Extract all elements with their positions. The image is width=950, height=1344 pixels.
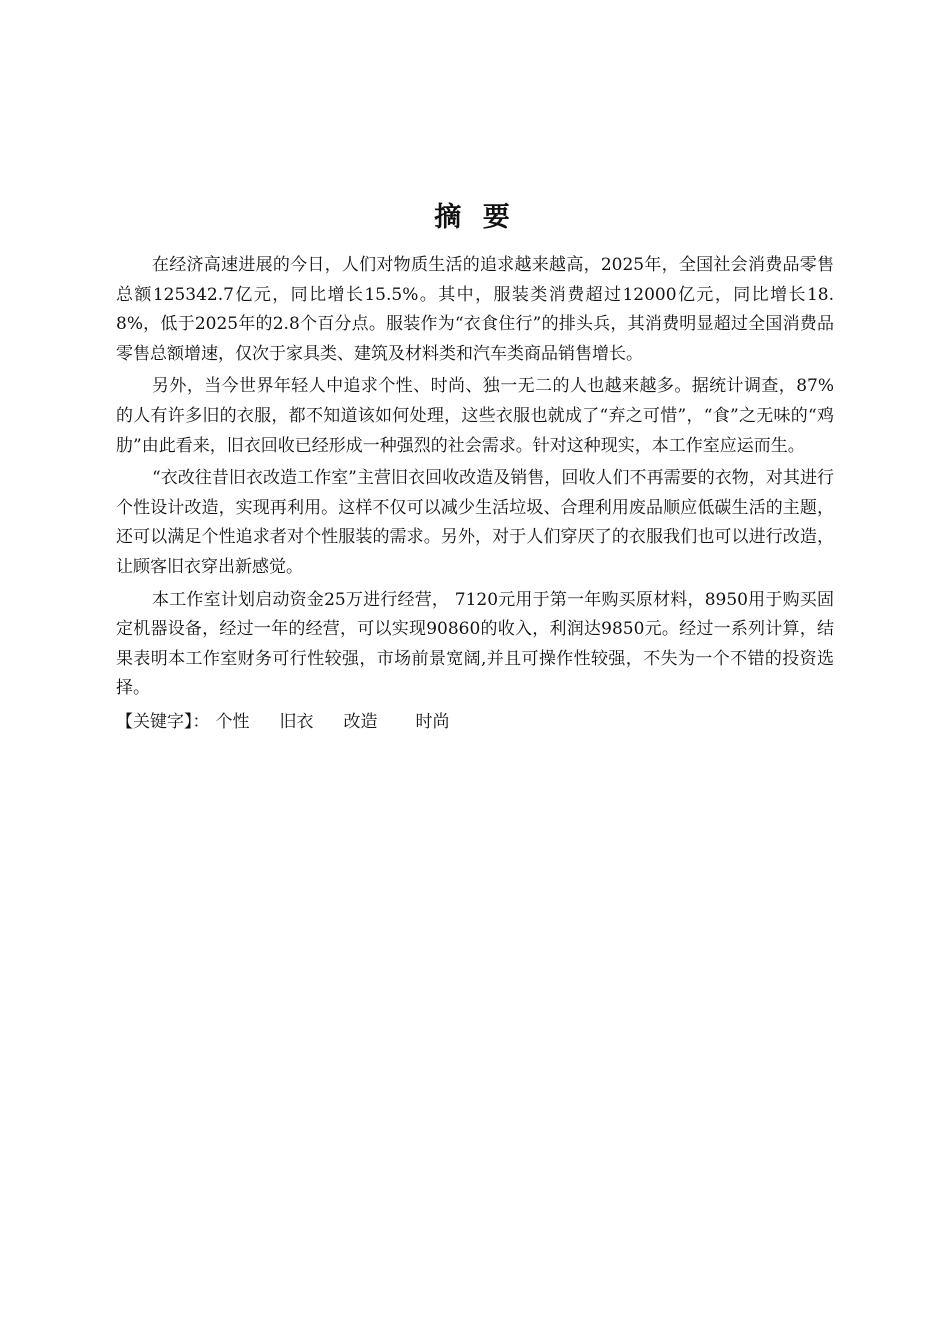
paragraph-1: 在经济高速进展的今日，人们对物质生活的追求越来越高，2025年，全国社会消费品零售总额125342.7亿元，同比增长15.5%。其中，服装类消费超过12000亿元，同比增长18.8%，低于2025年的2.8个百分点。服装作为“衣食住行”的排头兵，其消费明显超过全国消费品零售总额增速，仅次于家具类、建筑及材料类和汽车类商品销售增长。: [116, 255, 834, 364]
abstract-body: [116, 251, 834, 737]
keyword-4: 时尚: [415, 711, 450, 732]
paragraph-3: “衣改往昔旧衣改造工作室”主营旧衣回收改造及销售，回收人们不再需要的衣物，对其进行个性设计改造，实现再利用。这样不仅可以减少生活垃圾、合理利用废品顺应低碳生活的主题，还可以满足个性追求者对个性服装的需求。另外，对于人们穿厌了的衣服我们也可以进行改造，让顾客旧衣穿出新感觉。: [116, 468, 834, 577]
paragraph-4: 本工作室计划启动资金25万进行经营， 7120元用于第一年购买原材料，8950用于购买固定机器设备，经过一年的经营，可以实现90860的收入，利润达9850元。经过一系列计算，结果表明本工作室财务可行性较强，市场前景宽阔,并且可操作性较强，不失为一个不错的投资选择。: [116, 589, 834, 699]
keywords-line: [116, 708, 834, 737]
page-title: 摘 要: [434, 202, 516, 233]
keyword-1: 个性: [215, 711, 250, 732]
paragraph-2: 另外，当今世界年轻人中追求个性、时尚、独一无二的人也越来越多。据统计调查，87%的人有许多旧的衣服，都不知道该如何处理，这些衣服也就成了“弃之可惜”，“食”之无味的“鸡肋”由此看来，旧衣回收已经形成一种强烈的社会需求。针对这种现实，本工作室应运而生。: [116, 376, 834, 456]
keywords-label: 【关键字】：: [116, 711, 210, 732]
keyword-3: 改造: [343, 711, 378, 732]
keyword-2: 旧衣: [279, 711, 314, 732]
